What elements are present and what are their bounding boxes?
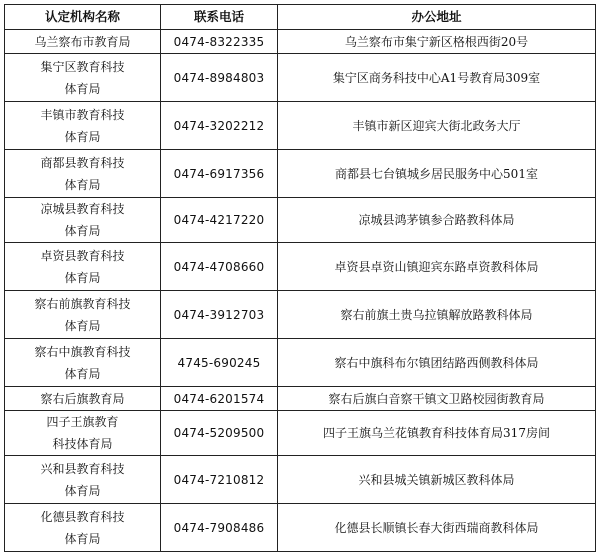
- contact-table: [4, 4, 596, 552]
- header-address: 办公地址: [278, 5, 596, 30]
- table-row: [5, 30, 596, 54]
- table-row: [5, 411, 596, 456]
- cell-phone: 0474-4708660: [161, 243, 278, 291]
- table-row: [5, 243, 596, 291]
- table-row: [5, 198, 596, 243]
- cell-address: 丰镇市新区迎宾大街北政务大厅: [278, 102, 596, 150]
- header-row: [5, 5, 596, 30]
- cell-org-name: 察右中旗教育科技 体育局: [5, 339, 161, 387]
- cell-address: 集宁区商务科技中心A1号教育局309室: [278, 54, 596, 102]
- cell-phone: 0474-6917356: [161, 150, 278, 198]
- cell-phone: 0474-5209500: [161, 411, 278, 456]
- table-body: [5, 30, 596, 552]
- table-row: [5, 102, 596, 150]
- table-row: [5, 291, 596, 339]
- cell-org-name: 察右前旗教育科技 体育局: [5, 291, 161, 339]
- cell-address: 卓资县卓资山镇迎宾东路卓资教科体局: [278, 243, 596, 291]
- cell-phone: 0474-6201574: [161, 387, 278, 411]
- cell-phone: 0474-7210812: [161, 456, 278, 504]
- cell-address: 商都县七台镇城乡居民服务中心501室: [278, 150, 596, 198]
- cell-org-name: 商都县教育科技 体育局: [5, 150, 161, 198]
- cell-address: 乌兰察布市集宁新区格根西街20号: [278, 30, 596, 54]
- cell-org-name: 凉城县教育科技 体育局: [5, 198, 161, 243]
- table-row: [5, 54, 596, 102]
- header-phone: 联系电话: [161, 5, 278, 30]
- cell-address: 四子王旗乌兰花镇教育科技体育局317房间: [278, 411, 596, 456]
- cell-phone: 0474-7908486: [161, 504, 278, 552]
- cell-org-name: 化德县教育科技 体育局: [5, 504, 161, 552]
- cell-phone: 0474-4217220: [161, 198, 278, 243]
- cell-address: 察右中旗科布尔镇团结路西侧教科体局: [278, 339, 596, 387]
- table-row: [5, 339, 596, 387]
- cell-address: 凉城县鸿茅镇参合路教科体局: [278, 198, 596, 243]
- table-row: [5, 456, 596, 504]
- cell-phone: 0474-3912703: [161, 291, 278, 339]
- table-row: [5, 504, 596, 552]
- cell-org-name: 集宁区教育科技 体育局: [5, 54, 161, 102]
- cell-org-name: 丰镇市教育科技 体育局: [5, 102, 161, 150]
- table-row: [5, 150, 596, 198]
- cell-address: 兴和县城关镇新城区教科体局: [278, 456, 596, 504]
- cell-address: 察右前旗土贵乌拉镇解放路教科体局: [278, 291, 596, 339]
- cell-address: 化德县长顺镇长春大街西瑞商教科体局: [278, 504, 596, 552]
- cell-phone: 0474-8322335: [161, 30, 278, 54]
- cell-org-name: 四子王旗教育 科技体育局: [5, 411, 161, 456]
- cell-org-name: 卓资县教育科技 体育局: [5, 243, 161, 291]
- cell-phone: 4745-690245: [161, 339, 278, 387]
- cell-org-name: 乌兰察布市教育局: [5, 30, 161, 54]
- cell-phone: 0474-8984803: [161, 54, 278, 102]
- cell-phone: 0474-3202212: [161, 102, 278, 150]
- table-row: [5, 387, 596, 411]
- cell-org-name: 察右后旗教育局: [5, 387, 161, 411]
- cell-org-name: 兴和县教育科技 体育局: [5, 456, 161, 504]
- cell-address: 察右后旗白音察干镇文卫路校园街教育局: [278, 387, 596, 411]
- header-org: 认定机构名称: [5, 5, 161, 30]
